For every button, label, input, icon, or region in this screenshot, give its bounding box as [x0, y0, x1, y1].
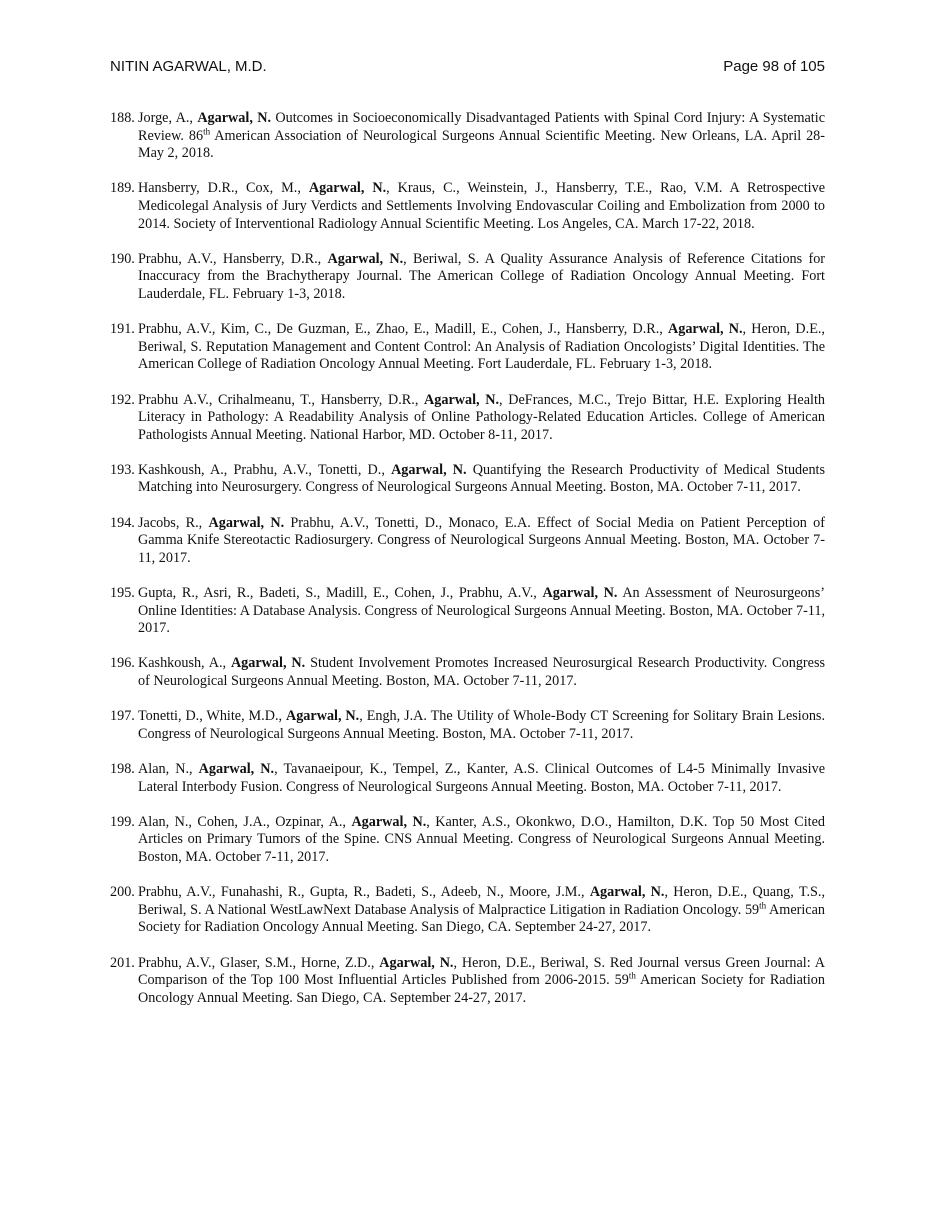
ordinal-suffix: th — [628, 970, 636, 981]
reference-text-segment: , Beriwal, S. A Quality Assurance Analysis of Reference Citations for Inaccuracy from the Brachytherapy Journal. The American College of Radiation Oncology Annual Meeting. Fort Lauderdale, FL. February 1-3, 2018. — [138, 250, 826, 302]
reference-item — [110, 392, 825, 445]
reference-number: 195. — [110, 585, 135, 602]
reference-text — [138, 655, 825, 689]
reference-text-segment: Student Involvement Promotes Increased Neurosurgical Research Productivity. Congress of Neurological Surgeons Annual Meeting. Boston, MA. October 7-11, 2017. — [138, 655, 825, 689]
author-highlight: Agarwal, N. — [197, 110, 272, 126]
reference-item — [110, 251, 825, 304]
reference-text-segment: , Heron, D.E., Beriwal, S. Reputation Management and Content Control: An Analysis of Radiation Oncologists’ Digital Identities. The American College of Radiation Oncology Annual Meeting. Fort Lauderdale, FL. February 1-3, 2018. — [138, 321, 825, 373]
reference-text-segment: , Engh, J.A. The Utility of Whole-Body CT Screening for Solitary Brain Lesions. Congress of Neurological Surgeons Annual Meeting. Boston, MA. October 7-11, 2017. — [138, 708, 826, 742]
reference-number: 201. — [110, 954, 135, 971]
reference-text — [138, 814, 825, 865]
reference-text-segment: Kashkoush, A., — [138, 655, 231, 672]
author-highlight: Agarwal, N. — [198, 760, 275, 777]
author-highlight: Agarwal, N. — [668, 321, 743, 338]
author-highlight: Agarwal, N. — [391, 461, 467, 478]
reference-text-segment: Tonetti, D., White, M.D., — [138, 708, 286, 725]
reference-text — [138, 515, 825, 566]
reference-item — [110, 955, 825, 1008]
reference-text-segment: Outcomes in Socioeconomically Disadvantaged Patients with Spinal Cord Injury: A Systematic Review. 86 — [138, 110, 825, 144]
reference-text-segment: Jorge, A., — [138, 110, 198, 126]
reference-text-segment: American Society for Radiation Oncology Annual Meeting. San Diego, CA. September 24-27, 2017. — [138, 901, 825, 936]
reference-text — [138, 321, 825, 372]
reference-item — [110, 884, 825, 937]
reference-text-segment: , Tavanaeipour, K., Tempel, Z., Kanter, A.S. Clinical Outcomes of L4-5 Minimally Invasive Lateral Interbody Fusion. Congress of Neurological Surgeons Annual Meeting. Boston, MA. October 7-11, 2017. — [138, 760, 826, 795]
reference-text — [138, 708, 825, 742]
reference-text-segment: Prabhu, A.V., Hansberry, D.R., — [138, 250, 328, 267]
reference-number: 194. — [110, 514, 135, 531]
reference-number: 197. — [110, 708, 135, 725]
reference-text-segment: Kashkoush, A., Prabhu, A.V., Tonetti, D., — [138, 461, 392, 478]
reference-number: 190. — [110, 250, 135, 267]
reference-text — [138, 110, 825, 161]
reference-text — [138, 955, 825, 1006]
reference-item — [110, 585, 825, 638]
author-highlight: Agarwal, N. — [424, 391, 500, 408]
reference-item — [110, 180, 825, 233]
ordinal-suffix: th — [759, 899, 767, 910]
reference-item — [110, 110, 825, 163]
author-highlight: Agarwal, N. — [542, 585, 618, 602]
reference-text — [138, 251, 825, 302]
reference-number: 192. — [110, 391, 135, 408]
reference-text-segment: , Kraus, C., Weinstein, J., Hansberry, T.E., Rao, V.M. A Retrospective Medicolegal Analysis of Jury Verdicts and Settlements Involving Endovascular Coiling and Embolization from 2000 to 2014. Society of Interventional Radiology Annual Scientific Meeting. Los Angeles, CA. March 17-22, 2018. — [138, 180, 825, 232]
reference-item — [110, 708, 825, 743]
reference-text — [138, 884, 825, 935]
reference-item — [110, 321, 825, 374]
reference-number: 189. — [110, 180, 135, 197]
reference-text-segment: Prabhu A.V., Crihalmeanu, T., Hansberry, D.R., — [138, 391, 425, 408]
reference-number: 200. — [110, 884, 135, 901]
ordinal-suffix: th — [203, 125, 211, 136]
reference-list — [110, 110, 825, 1025]
reference-text-segment: Jacobs, R., — [138, 514, 209, 531]
reference-number: 198. — [110, 760, 135, 777]
author-highlight: Agarwal, N. — [308, 180, 387, 197]
reference-text-segment: An Assessment of Neurosurgeons’ Online Identities: A Database Analysis. Congress of Neurological Surgeons Annual Meeting. Boston, MA. October 7-11, 2017. — [138, 585, 825, 637]
page-header — [110, 56, 825, 78]
reference-text — [138, 585, 825, 636]
reference-text-segment: , Kanter, A.S., Okonkwo, D.O., Hamilton, D.K. Top 50 Most Cited Articles on Primary Tumors of the Spine. CNS Annual Meeting. Congress of Neurological Surgeons Annual Meeting. Boston, MA. October 7-11, 2017. — [138, 813, 825, 865]
author-highlight: Agarwal, N. — [589, 884, 665, 901]
reference-item — [110, 462, 825, 497]
author-name: NITIN AGARWAL, M.D. — [110, 58, 267, 75]
reference-text-segment: Alan, N., — [138, 760, 199, 777]
reference-text-segment: , DeFrances, M.C., Trejo Bittar, H.E. Exploring Health Literacy in Pathology: A Readability Analysis of Online Pathology-Related Education Articles. College of American Pathologists Annual Meeting. National Harbor, MD. October 8-11, 2017. — [138, 391, 825, 443]
author-highlight: Agarwal, N. — [208, 514, 285, 531]
reference-text-segment: Alan, N., Cohen, J.A., Ozpinar, A., — [138, 813, 352, 830]
reference-item — [110, 814, 825, 867]
page-number: Page 98 of 105 — [723, 58, 825, 75]
author-highlight: Agarwal, N. — [230, 655, 306, 672]
reference-text-segment: Quantifying the Research Productivity of Medical Students Matching into Neurosurgery. Congress of Neurological Surgeons Annual Meeting. Boston, MA. October 7-11, 2017. — [138, 461, 825, 496]
reference-number: 193. — [110, 461, 135, 478]
reference-item — [110, 515, 825, 568]
reference-number: 199. — [110, 813, 135, 830]
reference-text-segment: Prabhu, A.V., Glaser, S.M., Horne, Z.D., — [138, 954, 380, 971]
reference-text — [138, 761, 825, 795]
reference-number: 196. — [110, 655, 135, 672]
reference-text-segment: Prabhu, A.V., Kim, C., De Guzman, E., Zhao, E., Madill, E., Cohen, J., Hansberry, D.R., — [138, 321, 668, 338]
reference-text-segment: Gupta, R., Asri, R., Badeti, S., Madill, E., Cohen, J., Prabhu, A.V., — [138, 585, 543, 602]
reference-text-segment: , Heron, D.E., Quang, T.S., Beriwal, S. A National WestLawNext Database Analysis of Malpractice Litigation in Radiation Oncology. 59 — [138, 884, 825, 918]
reference-text-segment: American Association of Neurological Surgeons Annual Scientific Meeting. New Orleans, LA. April 28-May 2, 2018. — [138, 127, 825, 162]
reference-text-segment: American Society for Radiation Oncology Annual Meeting. San Diego, CA. September 24-27, 2017. — [138, 972, 825, 1006]
reference-number: 188. — [110, 110, 135, 126]
author-highlight: Agarwal, N. — [351, 813, 427, 830]
reference-text — [138, 392, 825, 443]
author-highlight: Agarwal, N. — [285, 708, 360, 725]
reference-text-segment: Prabhu, A.V., Funahashi, R., Gupta, R., Badeti, S., Adeeb, N., Moore, J.M., — [138, 884, 590, 901]
reference-number: 191. — [110, 321, 135, 338]
reference-text — [138, 462, 825, 496]
reference-text-segment: Hansberry, D.R., Cox, M., — [138, 180, 309, 197]
reference-item — [110, 761, 825, 796]
reference-text-segment: , Heron, D.E., Beriwal, S. Red Journal versus Green Journal: A Comparison of the Top 100 Most Influential Articles Published from 2006-2015. 59 — [138, 954, 825, 989]
reference-text-segment: Prabhu, A.V., Tonetti, D., Monaco, E.A. Effect of Social Media on Patient Perception of Gamma Knife Stereotactic Radiosurgery. Congress of Neurological Surgeons Annual Meeting. Boston, MA. October 7-11, 2017. — [138, 514, 825, 566]
reference-text — [138, 180, 825, 231]
reference-item — [110, 655, 825, 690]
author-highlight: Agarwal, N. — [327, 250, 404, 267]
author-highlight: Agarwal, N. — [379, 954, 454, 971]
